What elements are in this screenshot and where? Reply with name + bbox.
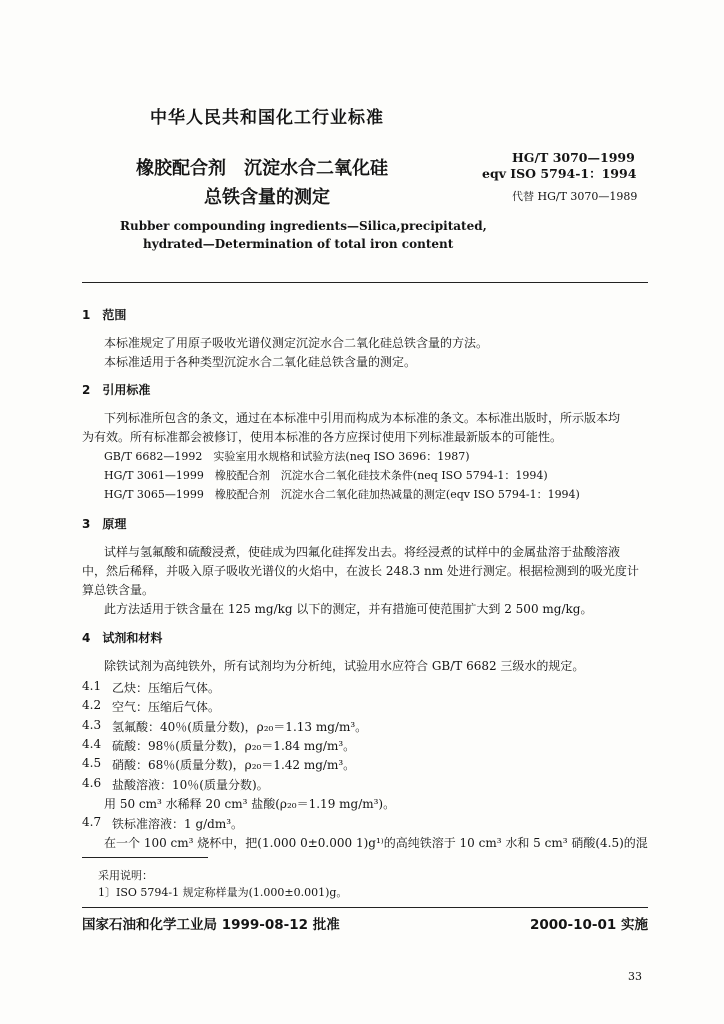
standard-code: HG/T 3070—1999: [512, 150, 635, 165]
issued-by: 国家石油和化学工业局 1999-08-12 批准: [82, 917, 340, 933]
reagent-4-6-detail: 用 50 cm³ 水稀释 20 cm³ 盐酸(ρ₂₀＝1.19 mg/m³)。: [104, 797, 396, 811]
section-2-para-1a: 下列标准所包含的条文，通过在本标准中引用而构成为本标准的条文。本标准出版时，所示版本均: [104, 411, 621, 425]
reagent-text: 盐酸溶液：10％(质量分数)。: [112, 778, 269, 792]
reagent-number: 4.2: [82, 698, 102, 712]
reagent-text: 乙炔：压缩后气体。: [112, 681, 221, 695]
reference-2: HG/T 3061—1999 橡胶配合剂 沉淀水合二氧化硅技术条件(neq ISO 5794-1：1994): [104, 469, 548, 482]
reagent-text: 铁标准溶液：1 g/dm³。: [112, 817, 244, 831]
reagent-item: [82, 718, 368, 734]
section-3-title: 3 原理: [82, 517, 127, 531]
english-title-line1: Rubber compounding ingredients—Silica,precipitated,: [120, 219, 487, 233]
reagent-item: [82, 776, 269, 792]
section-1-title: 1 范围: [82, 308, 127, 322]
footnote-rule: [82, 857, 208, 858]
implementation-date: 2000-10-01 实施: [529, 917, 648, 933]
doc-title-line2: 总铁含量的测定: [204, 187, 330, 208]
footer-rule: [82, 907, 648, 908]
section-4-title: 4 试剂和材料: [82, 631, 163, 645]
reagent-item: [82, 679, 221, 695]
footnote-text: 1〕ISO 5794-1 规定称样量为(1.000±0.001)g。: [98, 886, 348, 899]
page-number: 33: [628, 970, 642, 983]
replaces-note: 代替 HG/T 3070—1989: [512, 190, 638, 203]
org-title: 中华人民共和国化工行业标准: [150, 108, 384, 128]
reference-3: HG/T 3065—1999 橡胶配合剂 沉淀水合二氧化硅加热减量的测定(eqv ISO 5794-1：1994): [104, 488, 580, 501]
section-2-title: 2 引用标准: [82, 383, 151, 397]
reagent-item: [82, 737, 356, 753]
doc-title-line1: 橡胶配合剂 沉淀水合二氧化硅: [136, 158, 388, 179]
section-1-para-2: 本标准适用于各种类型沉淀水合二氧化硅总铁含量的测定。: [104, 355, 417, 369]
reagent-text: 氢氟酸：40％(质量分数)，ρ₂₀＝1.13 mg/m³。: [112, 720, 368, 734]
reagent-number: 4.1: [82, 679, 102, 693]
reagent-item: [82, 756, 356, 772]
reference-1: GB/T 6682—1992 实验室用水规格和试验方法(neq ISO 3696：1987): [104, 450, 470, 463]
reagent-text: 硫酸：98％(质量分数)，ρ₂₀＝1.84 mg/m³。: [112, 739, 356, 753]
reagent-number: 4.5: [82, 756, 102, 770]
reagent-number: 4.7: [82, 815, 102, 829]
header-rule: [82, 282, 648, 283]
section-1-para-1: 本标准规定了用原子吸收光谱仪测定沉淀水合二氧化硅总铁含量的方法。: [104, 336, 489, 350]
section-3-para-2: 此方法适用于铁含量在 125 mg/kg 以下的测定，并有措施可使范围扩大到 2 500 mg/kg。: [104, 602, 593, 616]
english-title-line2: hydrated—Determination of total iron content: [143, 237, 454, 251]
reagent-item: [82, 698, 221, 714]
reagent-text: 空气：压缩后气体。: [112, 700, 221, 714]
section-4-intro: 除铁试剂为高纯铁外，所有试剂均为分析纯，试验用水应符合 GB/T 6682 三级水的规定。: [104, 659, 585, 673]
footnote-label: 采用说明：: [98, 869, 153, 882]
reagent-item-4-7: [82, 815, 244, 831]
section-3-para-1c: 算总铁含量。: [82, 583, 155, 597]
section-3-para-1b: 中，然后稀释，并吸入原子吸收光谱仪的火焰中，在波长 248.3 nm 处进行测定。根据检测到的吸光度计: [82, 564, 639, 578]
section-3-para-1a: 试样与氢氟酸和硫酸浸煮，使硅成为四氟化硅挥发出去。将经浸煮的试样中的金属盐溶于盐酸溶液: [104, 545, 621, 559]
equivalence-note: eqv ISO 5794-1：1994: [482, 166, 637, 181]
section-2-para-1b: 为有效。所有标准都会被修订，使用本标准的各方应探讨使用下列标准最新版本的可能性。: [82, 430, 563, 444]
reagent-number: 4.6: [82, 776, 102, 790]
reagent-number: 4.3: [82, 718, 102, 732]
reagent-number: 4.4: [82, 737, 102, 751]
reagent-4-7-detail: 在一个 100 cm³ 烧杯中，把(1.000 0±0.000 1)g¹⁾的高纯铁溶于 10 cm³ 水和 5 cm³ 硝酸(4.5)的混: [104, 836, 648, 850]
reagent-text: 硝酸：68％(质量分数)，ρ₂₀＝1.42 mg/m³。: [112, 758, 356, 772]
